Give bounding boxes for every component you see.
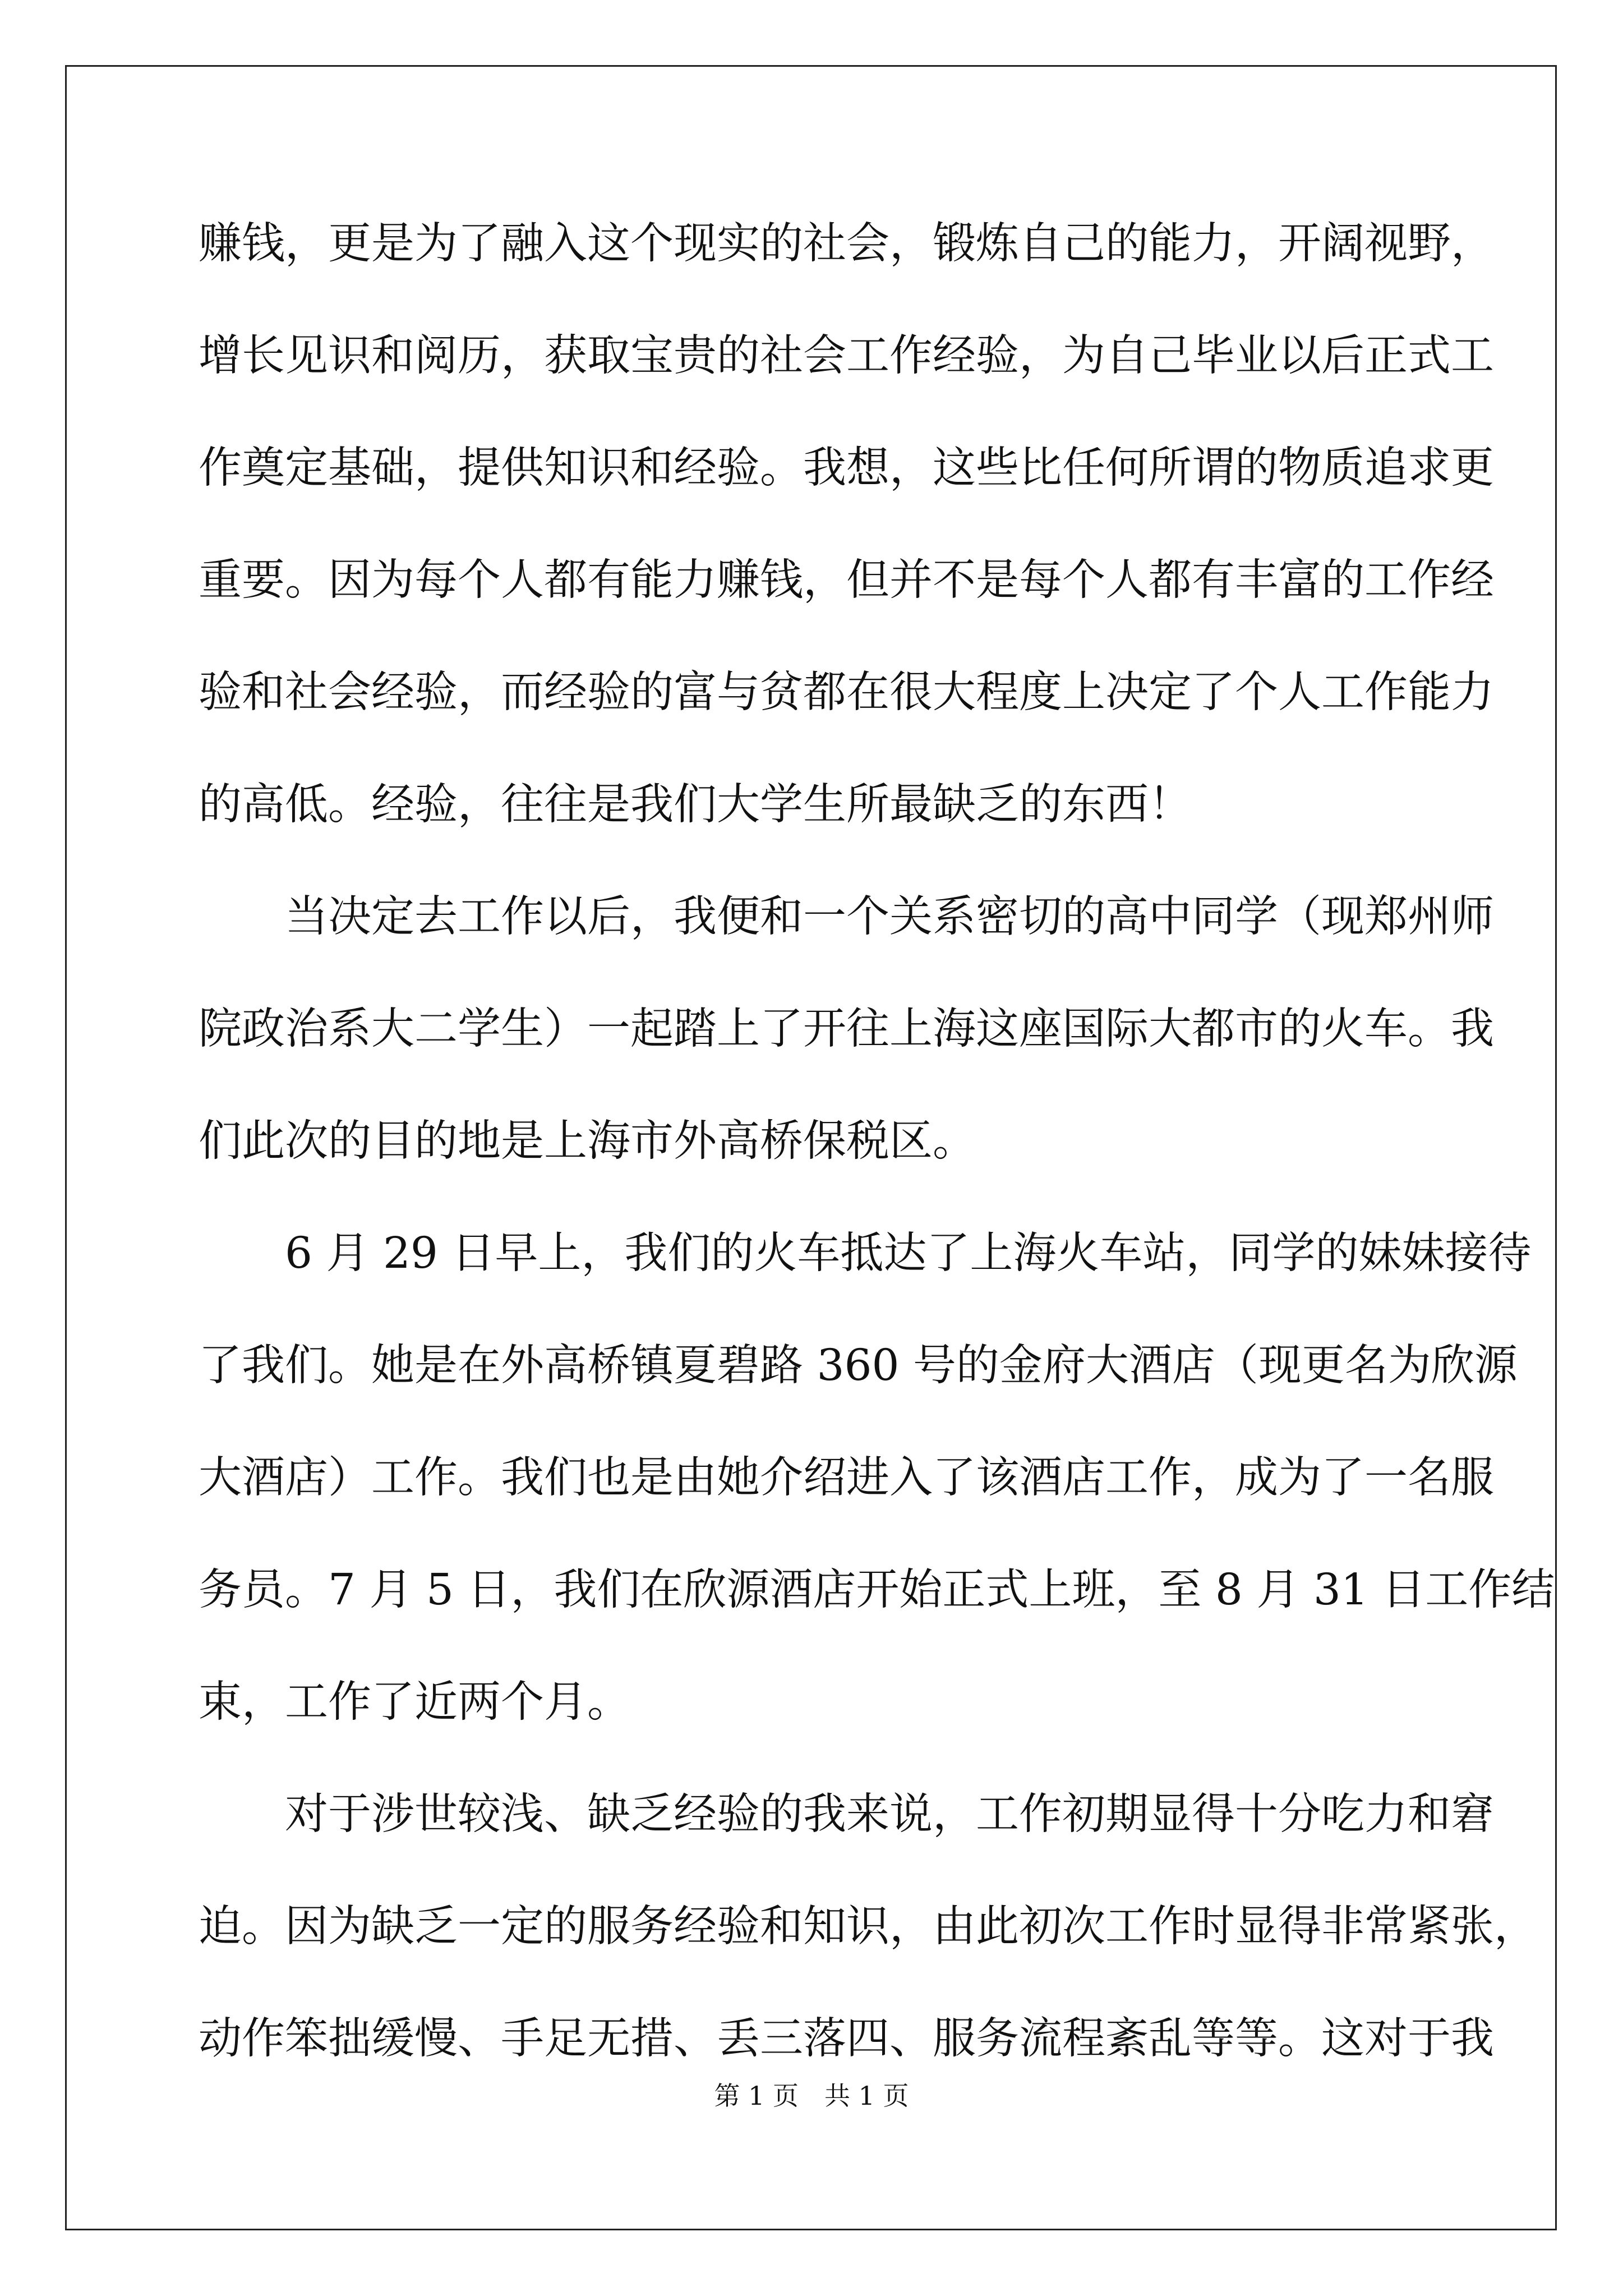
text-line: 迫。因为缺乏一定的服务经验和知识，由此初次工作时显得非常紧张，	[199, 1902, 1537, 1952]
paragraph-first-line: 对于涉世较浅、缺乏经验的我来说，工作初期显得十分吃力和窘	[285, 1789, 1494, 1839]
text-line: 重要。因为每个人都有能力赚钱，但并不是每个人都有丰富的工作经	[199, 555, 1494, 605]
text-line: 动作笨拙缓慢、手足无措、丢三落四、服务流程紊乱等等。这对于我	[199, 2014, 1494, 2064]
text-line: 了我们。她是在外高桥镇夏碧路 360 号的金府大酒店（现更名为欣源	[199, 1341, 1518, 1391]
text-line: 务员。7 月 5 日，我们在欣源酒店开始正式上班，至 8 月 31 日工作结	[199, 1565, 1555, 1615]
text-line: 大酒店）工作。我们也是由她介绍进入了该酒店工作，成为了一名服	[199, 1453, 1494, 1503]
text-line: 验和社会经验，而经验的富与贫都在很大程度上决定了个人工作能力	[199, 668, 1494, 717]
text-line: 的高低。经验，往往是我们大学生所最缺乏的东西！	[199, 780, 1192, 830]
page-footer: 第 1 页 共 1 页	[714, 2081, 909, 2111]
text-line: 束，工作了近两个月。	[199, 1677, 630, 1727]
text-line: 院政治系大二学生）一起踏上了开往上海这座国际大都市的火车。我	[199, 1004, 1494, 1054]
paragraph-first-line: 6 月 29 日早上，我们的火车抵达了上海火车站，同学的妹妹接待	[285, 1228, 1532, 1278]
text-line: 们此次的目的地是上海市外高桥保税区。	[199, 1116, 976, 1166]
paragraph-first-line: 当决定去工作以后，我便和一个关系密切的高中同学（现郑州师	[285, 892, 1494, 942]
document-body	[199, 188, 1555, 2095]
text-line: 赚钱，更是为了融入这个现实的社会，锻炼自己的能力，开阔视野，	[199, 219, 1494, 269]
text-line: 作奠定基础，提供知识和经验。我想，这些比任何所谓的物质追求更	[199, 443, 1494, 493]
text-line: 增长见识和阅历，获取宝贵的社会工作经验，为自己毕业以后正式工	[199, 331, 1494, 381]
